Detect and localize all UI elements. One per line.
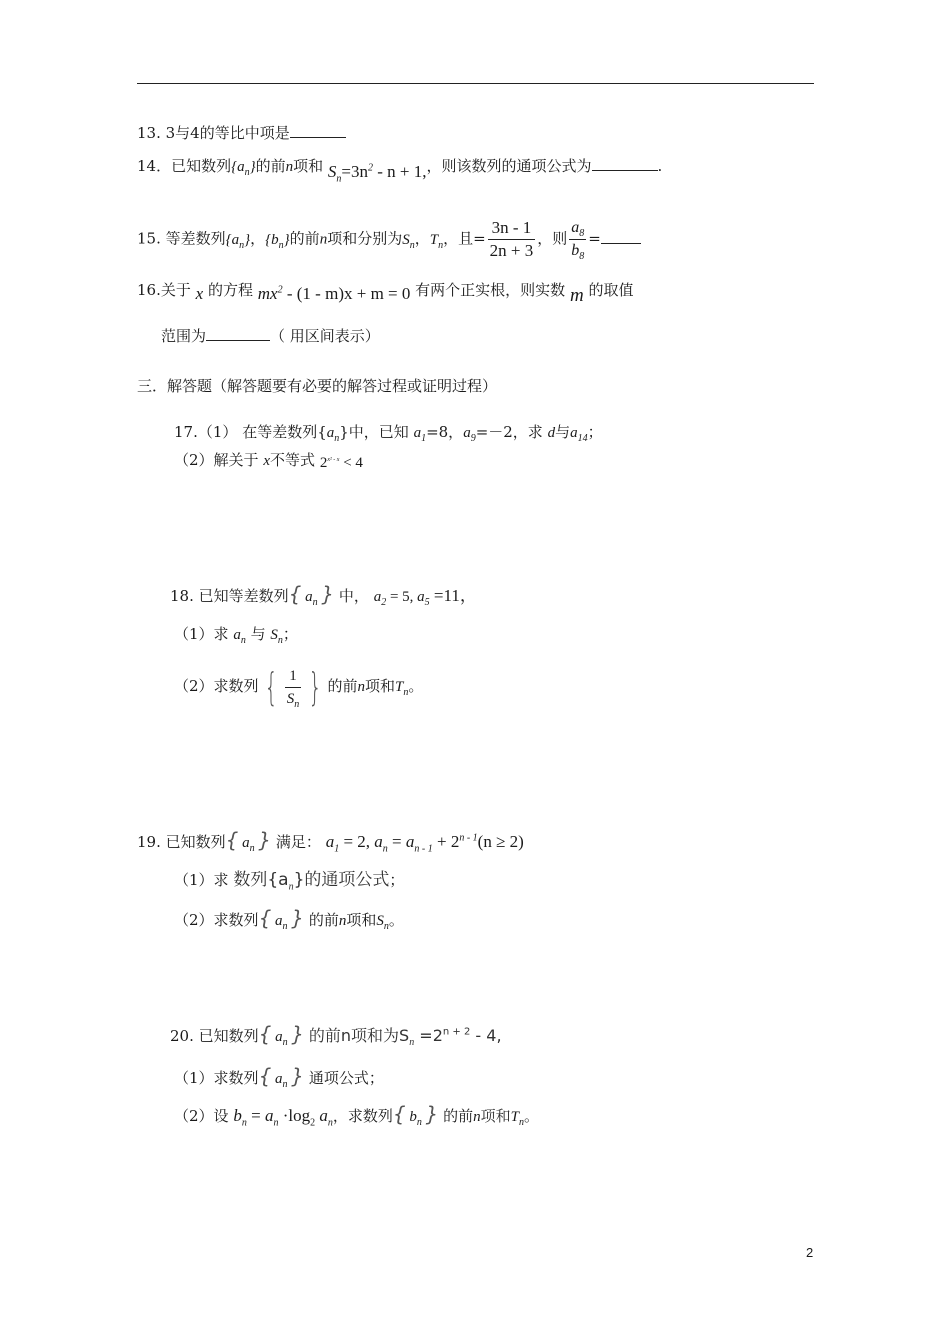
math-sub: 8	[579, 251, 585, 263]
math-var: a	[413, 425, 422, 441]
math-var: S	[286, 690, 295, 707]
brace-left: {	[225, 828, 239, 852]
question-number: （2）	[174, 911, 214, 929]
math-sub: n	[282, 1037, 288, 1048]
math-var: T	[429, 231, 439, 248]
math-text: =2	[414, 1026, 443, 1045]
math-sub: n	[438, 239, 444, 251]
brace-right: }	[291, 1064, 305, 1088]
math-sub: n	[294, 698, 300, 710]
math-sub: n	[278, 239, 284, 251]
math-sub: 1	[334, 843, 340, 855]
math-text: }	[249, 159, 256, 175]
math-text: ·log	[278, 1106, 311, 1125]
question-text: 与	[250, 625, 266, 643]
math-text: =	[387, 832, 406, 851]
math-var: b	[571, 242, 580, 259]
math-var: b	[233, 1106, 242, 1125]
question-text: 3与4的等比中项是	[165, 124, 290, 142]
math-text: (n ≥ 2)	[477, 832, 524, 851]
math-sup: 2	[277, 284, 283, 296]
question-text: 满足：	[275, 833, 321, 851]
math-var: a	[233, 627, 241, 643]
brace-right: }	[291, 906, 305, 930]
question-15	[137, 217, 641, 262]
question-text: 。	[408, 677, 424, 695]
math-text: = 2,	[339, 832, 375, 851]
question-text: ，	[250, 229, 266, 248]
question-text: ，	[414, 229, 430, 248]
math	[413, 425, 427, 444]
math	[429, 231, 444, 251]
math-sub: n	[409, 239, 415, 251]
sequence-set	[288, 582, 335, 608]
brace-right: }	[291, 1022, 305, 1046]
question-number: 13.	[137, 124, 161, 142]
math	[570, 425, 588, 444]
question-number: 14．	[137, 157, 172, 175]
math-text: - 4,	[470, 1026, 502, 1045]
math-sub: n	[239, 239, 245, 251]
math	[376, 913, 389, 932]
question-number: 15.	[137, 229, 161, 248]
question-text: 解关于	[213, 451, 259, 469]
question-text: 求	[213, 625, 229, 643]
question-text: 不等式	[270, 451, 316, 469]
math	[402, 231, 415, 251]
question-14	[137, 156, 663, 185]
question-text: 范围为	[161, 327, 207, 345]
math-text: + 2	[432, 832, 460, 851]
sequence-set	[258, 906, 305, 932]
math-sub: n	[312, 597, 318, 608]
math-text: {a	[225, 231, 240, 248]
math-sub: n	[249, 843, 255, 854]
math-sub: n	[336, 173, 342, 185]
math-sub: n	[282, 921, 288, 932]
brace-left: {	[258, 1064, 272, 1088]
question-number: （2）	[174, 451, 214, 469]
question-20-part2	[174, 1104, 539, 1127]
fraction-numerator: 1	[289, 667, 297, 684]
math	[510, 1109, 524, 1128]
answer-blank	[592, 156, 658, 171]
math-var: a	[275, 1071, 283, 1087]
question-number: 18.	[170, 587, 194, 605]
math-text: }	[283, 231, 290, 248]
math-var: S	[376, 913, 384, 929]
math-sub: n	[416, 1117, 422, 1128]
math-var: x	[195, 284, 204, 303]
question-number: 19.	[137, 833, 161, 851]
brace-left: {	[264, 665, 278, 709]
math	[231, 159, 256, 178]
question-text: 等差数列	[165, 229, 226, 248]
math	[326, 425, 340, 444]
math-var: a	[326, 425, 335, 441]
math-text: = 5,	[386, 589, 418, 605]
math	[373, 586, 477, 608]
math-var: a	[373, 589, 382, 605]
recurrence	[325, 832, 524, 855]
math-var: a	[463, 425, 471, 441]
math-sup: n + 2	[442, 1026, 471, 1038]
sum-formula	[327, 162, 427, 185]
question-20	[170, 1024, 502, 1047]
math-var: a	[305, 589, 313, 605]
brace-left: {	[258, 906, 272, 930]
math-text: 数列{a	[233, 870, 289, 890]
question-text: .	[657, 157, 663, 175]
math-sub: n	[383, 921, 389, 932]
page-number: 2	[806, 1245, 814, 1260]
math-text: < 4	[339, 455, 363, 471]
question-text: ；	[389, 871, 405, 889]
question-text: ，求数列	[332, 1107, 393, 1125]
question-text: 的前	[255, 157, 286, 175]
question-text: 项和	[346, 911, 377, 929]
math-var: a	[325, 832, 335, 851]
math-var: n	[319, 231, 328, 248]
question-text: 的前	[327, 677, 358, 695]
question-text: 求	[213, 871, 229, 889]
question-text: 项和	[364, 677, 395, 695]
math-var: a	[275, 913, 283, 929]
question-text: 中，	[338, 587, 369, 605]
math-var: a	[405, 832, 415, 851]
reciprocal-fraction	[285, 665, 302, 710]
math-sub: 5	[424, 597, 430, 608]
question-text: ；	[282, 625, 298, 643]
brace-right: }	[425, 1102, 439, 1126]
math	[270, 627, 283, 646]
math-var: S	[270, 627, 278, 643]
math-sup: x² - x	[327, 457, 340, 463]
math-text: =3n	[341, 162, 369, 181]
math	[233, 627, 246, 646]
question-text: 。	[388, 911, 404, 929]
question-number: 16.	[137, 281, 161, 299]
math-text: 的前n项和为S	[308, 1026, 410, 1045]
math-text: - n + 1,	[373, 162, 427, 181]
question-text: 求数列	[213, 1069, 259, 1087]
math-var: b	[409, 1109, 417, 1125]
question-text: 项和分别为	[327, 229, 403, 248]
question-number: （2）	[174, 677, 214, 695]
ratio-fraction	[488, 217, 536, 262]
question-text: （ 用区间表示）	[270, 327, 380, 345]
question-text: ，且=	[443, 229, 486, 248]
math-sub: n	[334, 433, 340, 444]
sequence-set	[258, 1022, 305, 1048]
math-text: mx	[257, 284, 278, 303]
math-var: a	[571, 219, 580, 236]
question-text: 的取值	[588, 281, 634, 299]
question-text: ，则	[537, 229, 568, 248]
math-sub: 14	[577, 433, 588, 444]
question-13	[137, 123, 346, 143]
math-sub: n - 1	[414, 843, 433, 855]
question-text: 在等差数列{	[242, 423, 327, 441]
question-19	[137, 830, 524, 853]
question-text: =－2，求	[475, 423, 543, 441]
question-19-part2	[174, 908, 404, 931]
math-var: a	[275, 1029, 283, 1045]
math-sub: 2	[310, 1117, 316, 1129]
math-var: n	[285, 159, 294, 175]
question-text: 有两个正实根，则实数	[415, 281, 566, 299]
math-sub: 2	[381, 597, 387, 608]
math-var: n	[473, 1109, 481, 1125]
question-number: （2）	[174, 1107, 214, 1125]
equation	[258, 284, 411, 303]
answer-blank	[601, 229, 641, 244]
math-sub: n	[244, 167, 250, 178]
math-var: a	[417, 589, 425, 605]
question-16	[137, 280, 634, 306]
question-text: 已知数列	[171, 157, 232, 175]
question-text: 求数列	[213, 677, 259, 695]
math-var: a	[264, 1106, 274, 1125]
section-heading	[137, 376, 497, 396]
question-text: =8，	[426, 423, 464, 441]
question-text: 项和	[293, 157, 324, 175]
fraction-numerator: 3n - 1	[491, 218, 532, 237]
header-rule	[137, 83, 814, 84]
math-sub: n	[409, 1037, 415, 1049]
math-text: }	[244, 231, 251, 248]
sequence-set	[392, 1102, 439, 1128]
question-text: 。	[523, 1107, 539, 1125]
question-text: 关于	[160, 281, 191, 299]
math-var: m	[569, 285, 584, 306]
math-sup: n - 1	[459, 832, 478, 844]
math-var: T	[394, 679, 404, 695]
math-text: {b	[265, 231, 279, 248]
sequence-set	[225, 828, 272, 854]
question-text: 与	[555, 423, 571, 441]
question-text: 已知数列	[165, 833, 226, 851]
math	[265, 231, 290, 251]
question-number: （1）	[174, 625, 214, 643]
math-sup: 2	[368, 162, 374, 174]
a8-b8-fraction	[569, 217, 586, 262]
question-19-part1	[174, 870, 405, 893]
math-sub: n	[277, 635, 283, 646]
question-18	[170, 584, 477, 607]
math-var: S	[327, 162, 337, 181]
question-text: 的前	[308, 911, 339, 929]
question-number: （1）	[174, 871, 214, 889]
question-17-part1	[174, 422, 603, 443]
question-text: 求数列	[213, 911, 259, 929]
question-17-part2	[174, 450, 363, 471]
math-sub: n	[288, 881, 294, 893]
question-text: 已知数列	[198, 1027, 259, 1045]
math	[394, 679, 409, 698]
question-text: ；	[587, 423, 603, 441]
inequality	[320, 455, 363, 471]
math-sub: n	[327, 1117, 333, 1129]
question-20-part1	[174, 1066, 384, 1089]
question-number: 17.（1）	[174, 423, 238, 441]
math-var: a	[374, 832, 383, 851]
math-var: n	[338, 913, 347, 929]
question-18-part2	[174, 664, 423, 710]
math-var: n	[357, 679, 365, 695]
formula-text	[233, 870, 390, 893]
math-sub: 1	[421, 433, 427, 444]
math-var: a	[315, 1106, 328, 1125]
question-number: 20.	[170, 1027, 194, 1045]
math-text: 2	[319, 455, 328, 471]
question-text: 项和	[480, 1107, 511, 1125]
answer-blank	[290, 123, 346, 138]
question-text: 通项公式；	[308, 1069, 384, 1087]
question-16-range	[161, 326, 380, 346]
math-sub: n	[518, 1117, 524, 1128]
math-var: x	[263, 453, 271, 469]
bn-definition	[233, 1106, 333, 1129]
math-text: - (1 - m)x + m = 0	[282, 284, 411, 303]
math-sub: n	[273, 1117, 279, 1129]
math-text: =11，	[429, 586, 477, 605]
math-sub: n	[240, 635, 246, 646]
question-text: 的方程	[207, 281, 253, 299]
math	[225, 231, 251, 251]
math-text: {a	[231, 159, 245, 175]
math-sub: n	[282, 1079, 288, 1090]
sequence-set	[258, 1064, 305, 1090]
brace-right: }	[258, 828, 272, 852]
question-number: （1）	[174, 1069, 214, 1087]
question-text: 设	[213, 1107, 229, 1125]
question-18-part1	[174, 624, 298, 645]
answer-blank	[206, 326, 270, 341]
question-text: ，则该数列的通项公式为	[426, 157, 592, 175]
fraction-denominator: 2n + 3	[489, 241, 534, 260]
math	[463, 425, 476, 444]
math-sub: n	[382, 843, 388, 855]
math-sub: 8	[579, 228, 585, 240]
brace-right: }	[308, 665, 322, 709]
math-var: a	[242, 835, 250, 851]
math-text: =	[246, 1106, 265, 1125]
question-text: 的前	[443, 1107, 474, 1125]
math-var: T	[510, 1109, 519, 1125]
math-var: d	[547, 425, 556, 441]
brace-right: }	[321, 582, 335, 606]
math-sub: 9	[470, 433, 476, 444]
brace-left: {	[288, 582, 302, 606]
question-text: 的前	[289, 229, 320, 248]
math-sub: n	[241, 1117, 247, 1129]
math-var: S	[402, 231, 410, 248]
question-text: }中，已知	[339, 423, 409, 441]
section-title: 三．解答题（解答题要有必要的解答过程或证明过程）	[137, 377, 498, 395]
question-text: =	[588, 229, 601, 248]
brace-left: {	[392, 1102, 406, 1126]
question-text: 已知等差数列	[198, 587, 289, 605]
brace-left: {	[258, 1022, 272, 1046]
math-var: a	[570, 425, 578, 441]
sum-formula	[308, 1026, 502, 1049]
math-text: }的通项公式	[293, 870, 390, 890]
math-sub: n	[403, 687, 409, 698]
